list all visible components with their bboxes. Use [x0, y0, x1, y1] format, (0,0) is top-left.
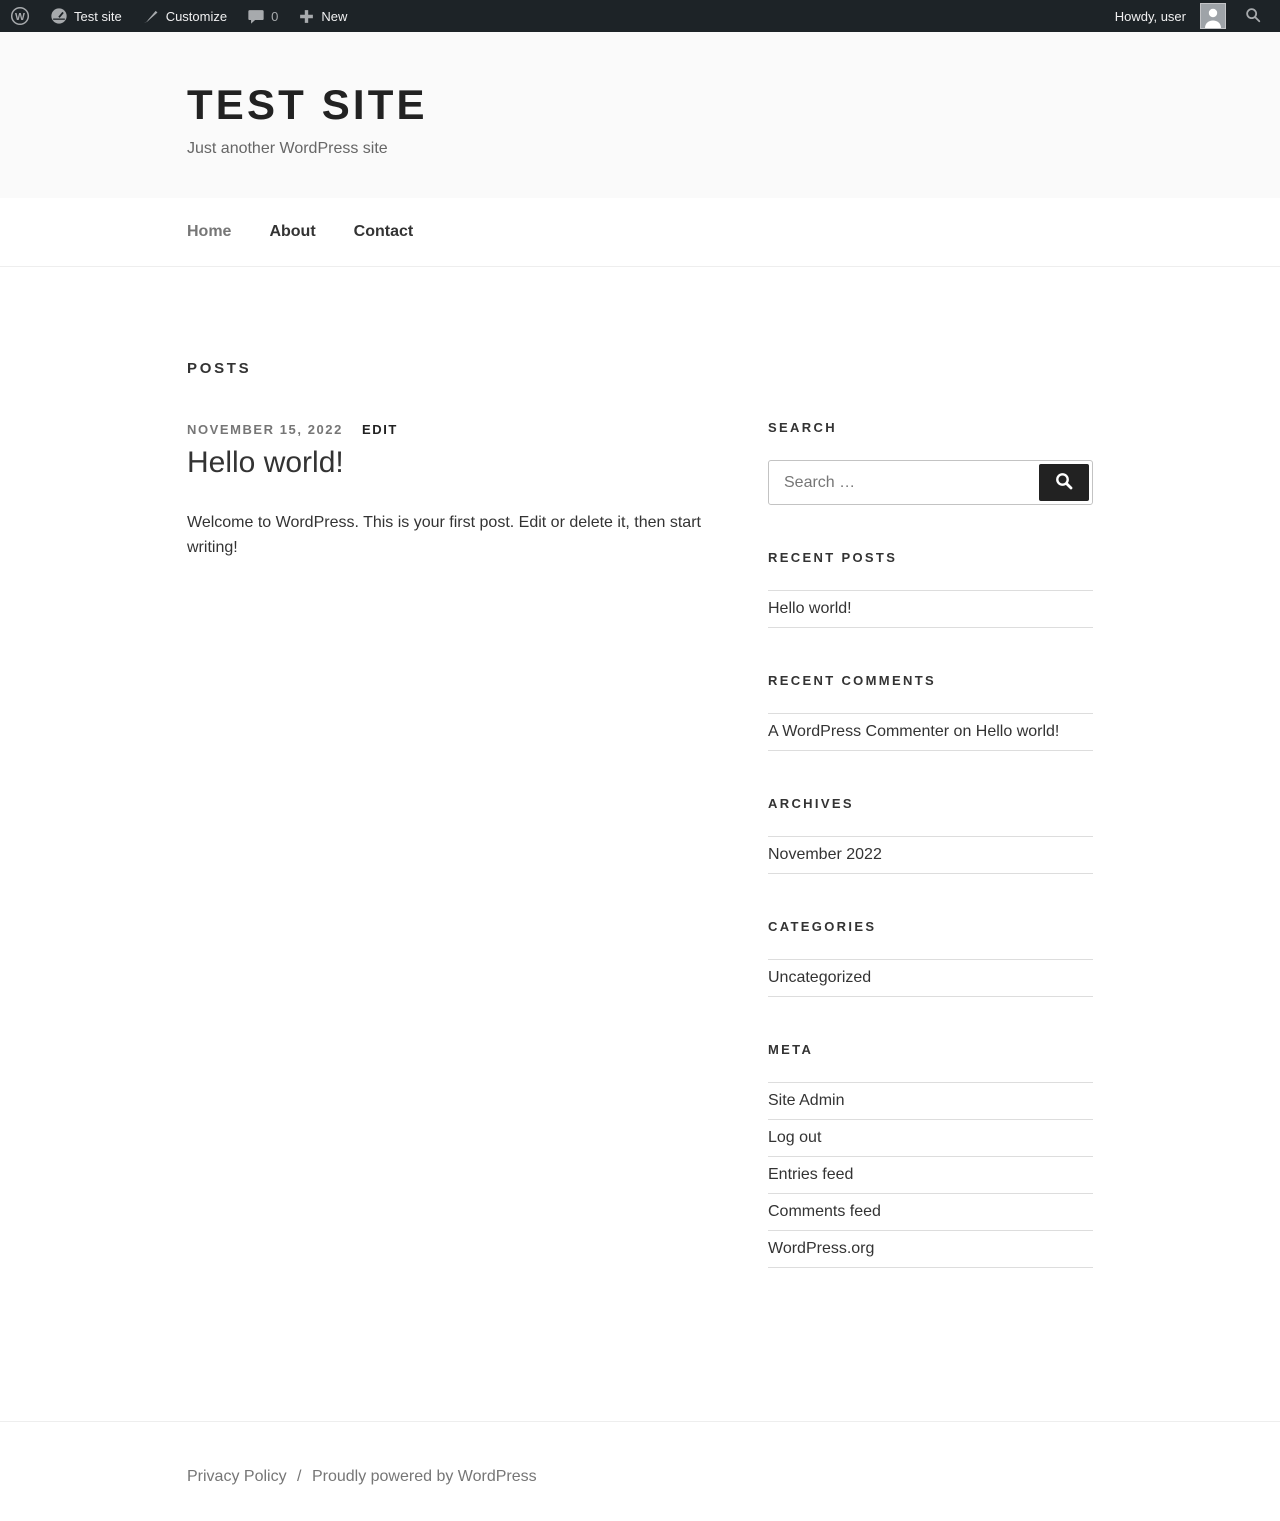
meta-wordpress-org-link[interactable]: WordPress.org: [768, 1240, 875, 1258]
post-title-link[interactable]: Hello world!: [187, 446, 344, 480]
nav-item-home[interactable]: Home: [187, 223, 232, 241]
archive-link[interactable]: November 2022: [768, 846, 882, 864]
page-title: POSTS: [187, 360, 252, 378]
wordpress-logo-menu[interactable]: [0, 0, 40, 32]
meta-comments-feed-link[interactable]: Comments feed: [768, 1203, 881, 1221]
avatar[interactable]: [1200, 3, 1226, 29]
comment-connector: on: [949, 723, 976, 741]
sidebar: [768, 420, 1093, 1313]
meta-site-admin-link[interactable]: Site Admin: [768, 1092, 845, 1110]
svg-text:W: W: [15, 10, 25, 23]
list-item: [768, 591, 1093, 628]
admin-bar-new-label: New: [321, 8, 348, 24]
admin-bar-howdy-label: Howdy, user: [1114, 8, 1186, 24]
post-edit-link[interactable]: EDIT: [362, 422, 398, 438]
search-form: [768, 460, 1093, 505]
site-title[interactable]: TEST SITE: [187, 81, 428, 128]
admin-bar-right: [1097, 0, 1270, 32]
widget-meta-title: META: [768, 1042, 814, 1058]
list-item: [768, 1157, 1093, 1194]
admin-bar-customize[interactable]: [132, 0, 237, 32]
nav-item-contact[interactable]: Contact: [353, 223, 414, 241]
primary-navigation: [0, 198, 1280, 267]
widget-search-title: SEARCH: [768, 420, 837, 436]
meta-log-out-link[interactable]: Log out: [768, 1129, 822, 1147]
widget-categories-title: CATEGORIES: [768, 919, 877, 935]
post-meta: [187, 422, 720, 437]
category-link[interactable]: Uncategorized: [768, 969, 872, 987]
list-item: [768, 1120, 1093, 1157]
dashboard-gauge-icon: [50, 7, 68, 25]
admin-bar-new[interactable]: [288, 0, 357, 32]
wordpress-logo-icon: [10, 6, 30, 26]
site-content: [187, 267, 1093, 1421]
site-footer: [0, 1421, 1280, 1521]
admin-bar-left: [0, 0, 357, 32]
widget-archives: [768, 796, 1093, 874]
list-item: [768, 960, 1093, 997]
meta-entries-feed-link[interactable]: Entries feed: [768, 1166, 854, 1184]
widget-search: [768, 420, 1093, 505]
privacy-policy-link[interactable]: Privacy Policy: [187, 1468, 287, 1486]
search-input[interactable]: [772, 465, 1039, 501]
admin-bar: [0, 0, 1280, 32]
list-item: [768, 1231, 1093, 1268]
comments-bubble-icon: [247, 7, 265, 25]
admin-bar-comments[interactable]: [237, 0, 288, 32]
widget-recent-posts: [768, 550, 1093, 628]
widget-archives-title: ARCHIVES: [768, 796, 854, 812]
list-item: [768, 837, 1093, 874]
widget-recent-posts-title: RECENT POSTS: [768, 550, 898, 566]
comment-post-link[interactable]: Hello world!: [975, 723, 1060, 741]
search-submit-icon: [1053, 470, 1075, 495]
footer-separator: /: [297, 1468, 302, 1486]
list-item: [768, 1083, 1093, 1120]
site-tagline: Just another WordPress site: [187, 140, 388, 158]
admin-bar-site-name[interactable]: [40, 0, 132, 32]
admin-bar-site-name-label: Test site: [74, 8, 122, 24]
search-submit-button[interactable]: [1039, 464, 1089, 501]
widget-categories: [768, 919, 1093, 997]
site-header: [0, 32, 1280, 198]
search-icon: [1244, 6, 1262, 27]
main-column: [187, 360, 720, 1313]
customize-brush-icon: [142, 7, 160, 25]
recent-post-link[interactable]: Hello world!: [768, 600, 852, 618]
comment-author-link[interactable]: A WordPress Commenter: [768, 723, 950, 741]
post-article: [187, 422, 720, 561]
list-item: [768, 714, 1093, 751]
admin-bar-customize-label: Customize: [165, 8, 228, 24]
post-date-link[interactable]: NOVEMBER 15, 2022: [187, 422, 343, 438]
post-body: Welcome to WordPress. This is your first post. Edit or delete it, then start writing!: [187, 514, 701, 556]
admin-bar-comment-count: 0: [271, 8, 279, 24]
list-item: [768, 1194, 1093, 1231]
admin-bar-search[interactable]: [1236, 0, 1270, 32]
admin-bar-account[interactable]: [1097, 0, 1236, 32]
widget-meta: [768, 1042, 1093, 1268]
powered-by-link[interactable]: Proudly powered by WordPress: [311, 1468, 537, 1486]
plus-icon: [298, 8, 315, 25]
widget-recent-comments: [768, 673, 1093, 751]
nav-item-about[interactable]: About: [269, 223, 316, 241]
widget-recent-comments-title: RECENT COMMENTS: [768, 673, 936, 689]
